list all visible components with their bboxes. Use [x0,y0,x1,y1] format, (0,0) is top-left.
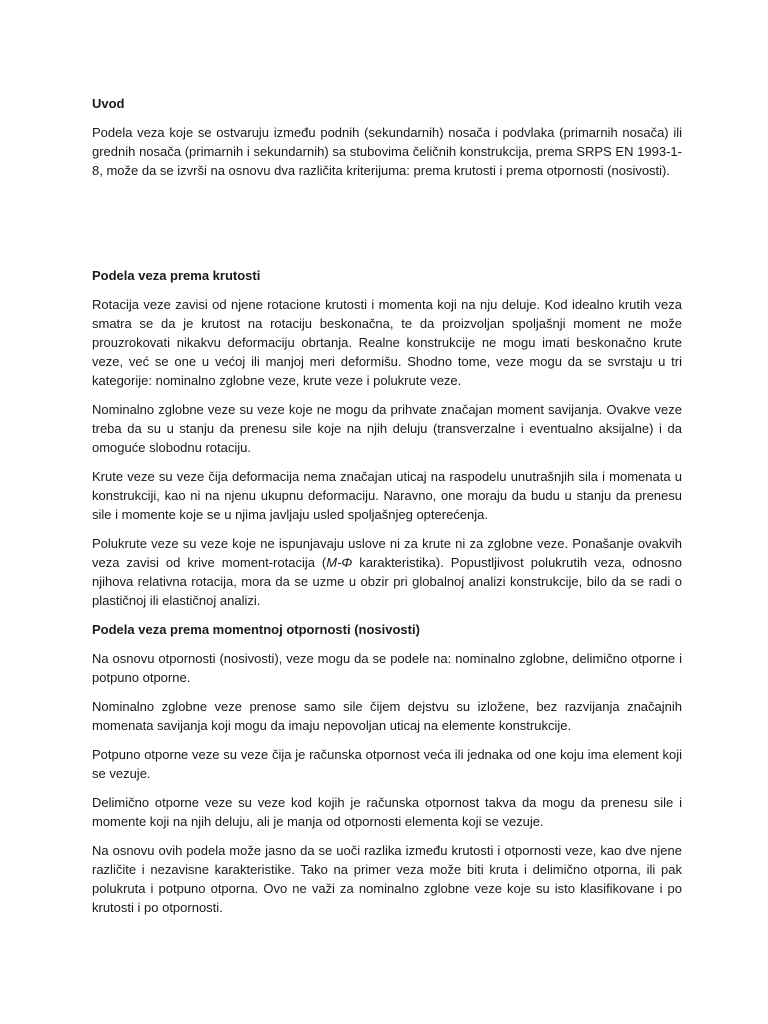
semi-rigid-text-before: Polukrute veze su veze koje ne ispunjavaju uslove ni za krute ni za zglobne veze. Ponašanje ovakvih veza zavisi od krive moment-rotacija ( [92,536,682,570]
stiffness-paragraph-rigid: Krute veze su veze čija deformacija nema značajan uticaj na raspodelu unutrašnjih sila i momenata u konstrukciji, kao ni na njenu ukupnu deformaciju. Naravno, one moraju da budu u stanju da prenesu sile i momente koje se u njima javljaju usled spoljašnjeg opterećenja. [92,469,682,522]
stiffness-paragraph-rotation: Rotacija veze zavisi od njene rotacione krutosti i momenta koji na nju deluje. Kod idealno krutih veza smatra se da je krutost na rotaciju beskonačna, te da proizvoljan spoljašnji moment ne može prouzrokovati nikakvu deformaciju obrtanja. Realne konstrukcije ne mogu imati beskonačno krute veze, već se one u većoj ili manjoj meri deformišu. Shodno tome, veze mogu da se svrstaju u tri kategorije: nominalno zglobne veze, krute veze i polukrute veze. [92,297,682,388]
semi-rigid-text-after: karakteristika). Popustljivost polukrutih veza, odnosno njihova relativna rotacija, mora da se uzme u obzir pri globalnoj analizi konstrukcije, bilo da se radi o plastičnoj ili elastičnoj analizi. [92,555,682,608]
resistance-paragraph-nominal-pinned: Nominalno zglobne veze prenose samo sile čijem dejstvu su izložene, bez razvijanja značajnih momenata savijanja koji mogu da imaju nepovoljan uticaj na elemente konstrukcije. [92,699,682,733]
stiffness-paragraph-nominal-pinned: Nominalno zglobne veze su veze koje ne mogu da prihvate značajan moment savijanja. Ovakve veze treba da su u stanju da prenesu sile koje na njih deluju (transverzalne i eventualno aksijalne) i da omoguće slobodnu rotaciju. [92,402,682,455]
resistance-heading: Podela veza prema momentnoj otpornosti (nosivosti) [92,622,420,637]
resistance-paragraph-full-strength: Potpuno otporne veze su veze čija je računska otpornost veća ili jednaka od one koju ima element koji se vezuje. [92,747,682,781]
resistance-paragraph-classes: Na osnovu otpornosti (nosivosti), veze mogu da se podele na: nominalno zglobne, delimično otporne i potpuno otporne. [92,651,682,685]
stiffness-paragraph-semi-rigid [92,534,682,610]
resistance-paragraph-conclusion: Na osnovu ovih podela može jasno da se uoči razlika između krutosti i otpornosti veze, kao dve njene različite i nezavisne karakteristike. Tako na primer veza može biti kruta i delimično otporna, ili pak polukruta i potpuno otporna. Ovo ne važi za nominalno zglobne veze koje su isto klasifikovane i po krutosti i po otpornosti. [92,843,682,915]
stiffness-heading: Podela veza prema krutosti [92,268,261,283]
section-spacer [92,190,682,266]
intro-heading: Uvod [92,96,125,111]
resistance-paragraph-partial-strength: Delimično otporne veze su veze kod kojih je računska otpornost takva da mogu da prenesu sile i momente koji na njih deluju, ali je manja od otpornosti elementa koji se vezuje. [92,795,682,829]
intro-paragraph: Podela veza koje se ostvaruju između podnih (sekundarnih) nosača i podvlaka (primarnih nosača) ili grednih nosača (primarnih i sekundarnih) sa stubovima čeličnih konstrukcija, prema SRPS EN 1993-1-8, može da se izvrši na osnovu dva različita kriterijuma: prema krutosti i prema otpornosti (nosivosti). [92,125,682,178]
moment-rotation-symbol: M-Φ [326,555,353,570]
